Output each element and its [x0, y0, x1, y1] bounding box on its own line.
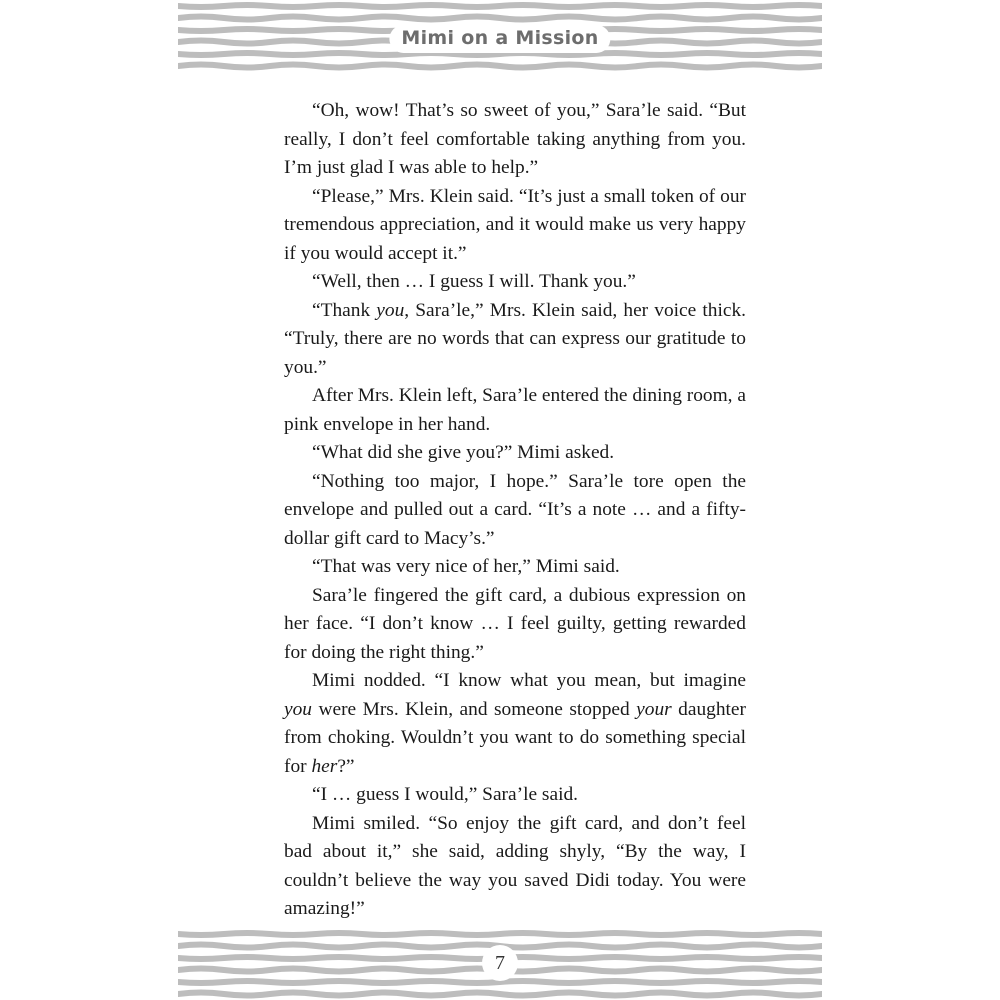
italic-run: her [311, 755, 338, 777]
book-page [178, 0, 822, 1000]
text-run: were Mrs. Klein, and someone stopped [312, 698, 637, 720]
page-number: 7 [482, 945, 518, 981]
text-run: Sara’le fingered the gift card, a dubious expression on her face. “I don’t know … I feel guilty, getting rewarded for doing the right thing.” [284, 584, 746, 663]
stripe-line [178, 981, 822, 983]
paragraph [284, 382, 746, 439]
stripe-line [178, 993, 822, 996]
paragraph [284, 297, 746, 383]
italic-run: you [284, 698, 312, 720]
body-text [284, 97, 746, 924]
paragraph [284, 439, 746, 468]
paragraph [284, 582, 746, 668]
stripe-line [178, 933, 822, 935]
text-run: “Well, then … I guess I will. Thank you.” [312, 271, 636, 292]
stripe-line [178, 5, 822, 7]
paragraph [284, 468, 746, 554]
paragraph [284, 553, 746, 582]
italic-run: you [376, 299, 405, 321]
text-run: “Oh, wow! That’s so sweet of you,” Sara’le said. “But really, I don’t feel comfortable taking anything from you. I’m just glad I was able to help.” [284, 100, 746, 178]
text-run: Mimi nodded. “I know what you mean, but imagine [312, 670, 746, 691]
text-run: “That was very nice of her,” Mimi said. [312, 556, 620, 577]
text-run: “Nothing too major, I hope.” Sara’le tore open the envelope and pulled out a card. “It’s a note … and a fifty-dollar gift card to Macy’s.” [284, 470, 746, 549]
text-run: “What did she give you?” Mimi asked. [312, 442, 615, 463]
paragraph [284, 781, 746, 810]
text-run: Mimi smiled. “So enjoy the gift card, and don’t feel bad about it,” she said, adding shyly, “By the way, I couldn’t believe the way you saved Didi today. You were amazing!” [284, 812, 746, 919]
stripe-line [178, 53, 822, 55]
stripe-line [178, 65, 822, 68]
text-run: daughter from choking. Wouldn’t you want to do something special for [284, 698, 747, 777]
stripe-line [178, 17, 822, 20]
text-run: “Thank [312, 299, 377, 321]
running-header-title: Mimi on a Mission [389, 25, 610, 53]
text-run: ?” [337, 755, 355, 777]
text-run: “Please,” Mrs. Klein said. “It’s just a small token of our tremendous appreciation, and it would make us very happy if you would accept it.” [284, 185, 746, 264]
italic-run: your [636, 698, 672, 720]
paragraph [284, 810, 746, 924]
paragraph [284, 183, 746, 269]
paragraph [284, 268, 746, 297]
text-run: , Sara’le,” Mrs. Klein said, her voice thick. “Truly, there are no words that can express our gratitude to you.” [284, 299, 747, 378]
text-run: “I … guess I would,” Sara’le said. [312, 784, 579, 805]
text-run: After Mrs. Klein left, Sara’le entered the dining room, a pink envelope in her hand. [284, 385, 746, 435]
paragraph [284, 667, 746, 781]
paragraph [284, 97, 746, 183]
